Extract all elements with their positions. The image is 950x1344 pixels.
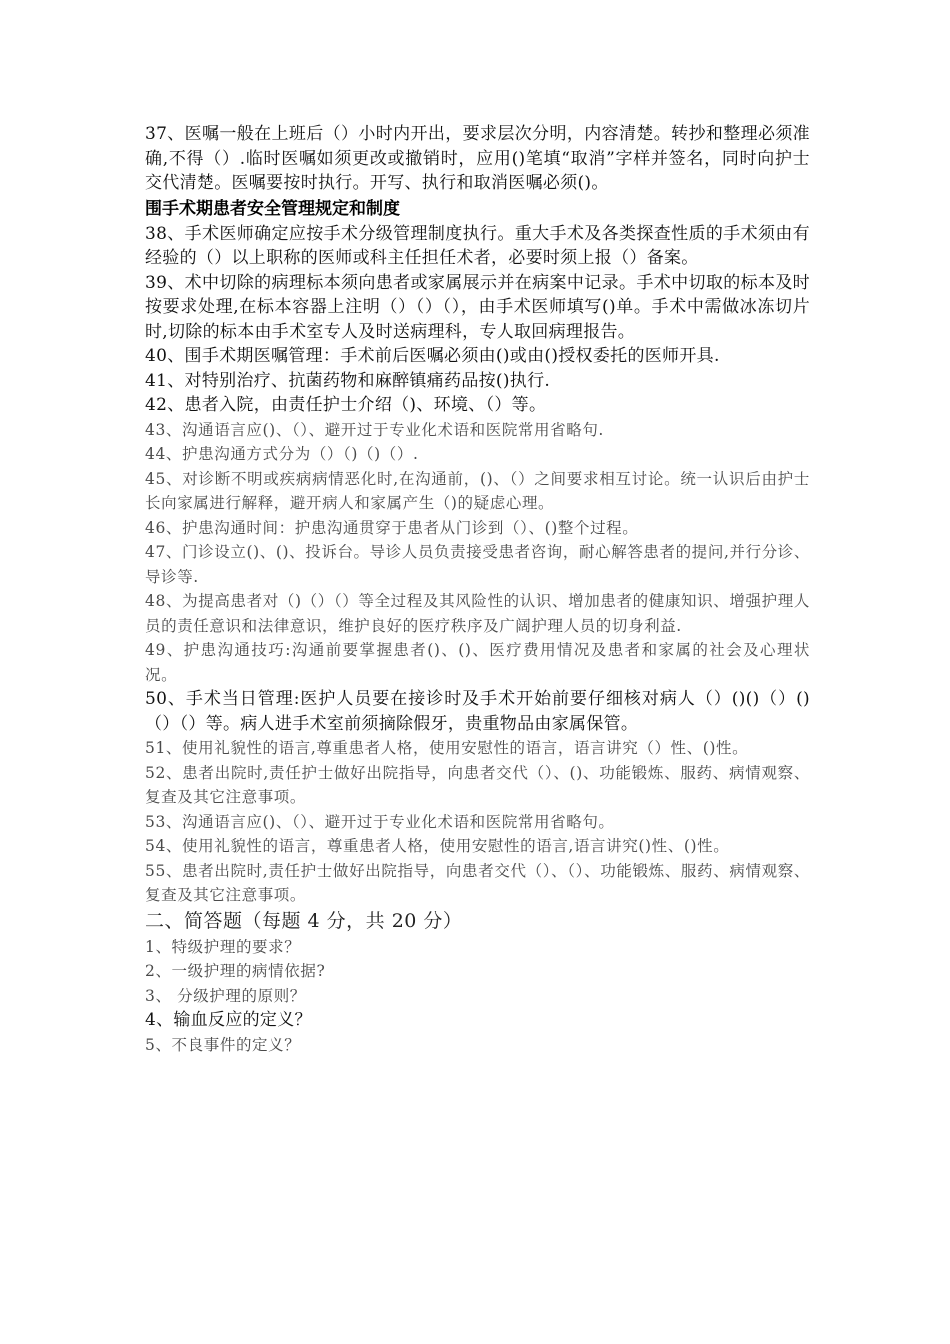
question-38: 38、手术医师确定应按手术分级管理制度执行。重大手术及各类探查性质的手术须由有经验的（）以上职称的医师或科主任担任术者，必要时须上报（）备案。: [145, 223, 810, 268]
question-54: 54、使用礼貌性的语言，尊重患者人格，使用安慰性的语言,语言讲究()性、()性。: [145, 837, 730, 855]
short-answer-2: 2、一级护理的病情依据?: [145, 962, 326, 980]
question-53: 53、沟通语言应()、（）、避开过于专业化术语和医院常用省略句。: [145, 812, 615, 831]
section-2-title: 二、简答题（每题 4 分，共 20 分）: [145, 909, 463, 932]
section-heading: 围手术期患者安全管理规定和制度: [145, 198, 400, 219]
short-answer-5: 5、不良事件的定义？: [145, 1035, 301, 1054]
question-51: 51、使用礼貌性的语言,尊重患者人格，使用安慰性的语言，语言讲究（）性、()性。: [145, 739, 749, 757]
short-answer-3: 3、 分级护理的原则？: [145, 986, 306, 1005]
short-answer-4: 4、输血反应的定义？: [145, 1010, 312, 1030]
short-answer-1: 1、特级护理的要求？: [145, 937, 301, 956]
question-55: 55、患者出院时,责任护士做好出院指导，向患者交代（）、（）、功能锻炼、服药、病情观察、复查及其它注意事项。: [145, 861, 810, 904]
question-47: 47、门诊设立()、()、投诉台。导诊人员负责接受患者咨询，耐心解答患者的提问,并行分诊、导诊等.: [145, 543, 810, 586]
document-page: [145, 122, 810, 1057]
question-41: 41、对特别治疗、抗菌药物和麻醉镇痛药品按()执行.: [145, 370, 551, 391]
question-43: 43、沟通语言应()、（）、避开过于专业化术语和医院常用省略句.: [145, 420, 604, 439]
question-37: 37、医嘱一般在上班后（）小时内开出，要求层次分明，内容清楚。转抄和整理必须准确,不得（）.临时医嘱如须更改或撤销时，应用()笔填“取消”字样并签名，同时向护士交代清楚。医嘱要按时执行。开写、执行和取消医嘱必须()。: [145, 124, 810, 193]
question-50: 50、手术当日管理:医护人员要在接诊时及手术开始前要仔细核对病人（）()()（）()（）（）等。病人进手术室前须摘除假牙，贵重物品由家属保管。: [145, 689, 810, 734]
question-42: 42、患者入院，由责任护士介绍（)、环境、（）等。: [145, 395, 547, 415]
question-48: 48、为提高患者对（)（）（）等全过程及其风险性的认识、增加患者的健康知识、增强护理人员的责任意识和法律意识，维护良好的医疗秩序及广阔护理人员的切身利益.: [145, 592, 810, 635]
question-44: 44、护患沟通方式分为（）（)（)（）.: [145, 445, 419, 463]
question-40: 40、围手术期医嘱管理：手术前后医嘱必须由()或由()授权委托的医师开具.: [145, 346, 720, 366]
question-45: 45、对诊断不明或疾病病情恶化时,在沟通前，()、（）之间要求相互讨论。统一认识后由护士长向家属进行解释，避开病人和家属产生（)的疑虑心理。: [145, 469, 810, 512]
question-49: 49、护患沟通技巧:沟通前要掌握患者()、()、医疗费用情况及患者和家属的社会及心理状况。: [145, 641, 810, 684]
question-52: 52、患者出院时,责任护士做好出院指导，向患者交代（）、()、功能锻炼、服药、病情观察、复查及其它注意事项。: [145, 763, 810, 806]
question-46: 46、护患沟通时间：护患沟通贯穿于患者从门诊到（）、()整个过程。: [145, 518, 639, 537]
question-39: 39、术中切除的病理标本须向患者或家属展示并在病案中记录。手术中切取的标本及时按要求处理,在标本容器上注明（）（）（），由手术医师填写()单。手术中需做冰冻切片时,切除的标本由手术室专人及时送病理科，专人取回病理报告。: [145, 272, 810, 342]
